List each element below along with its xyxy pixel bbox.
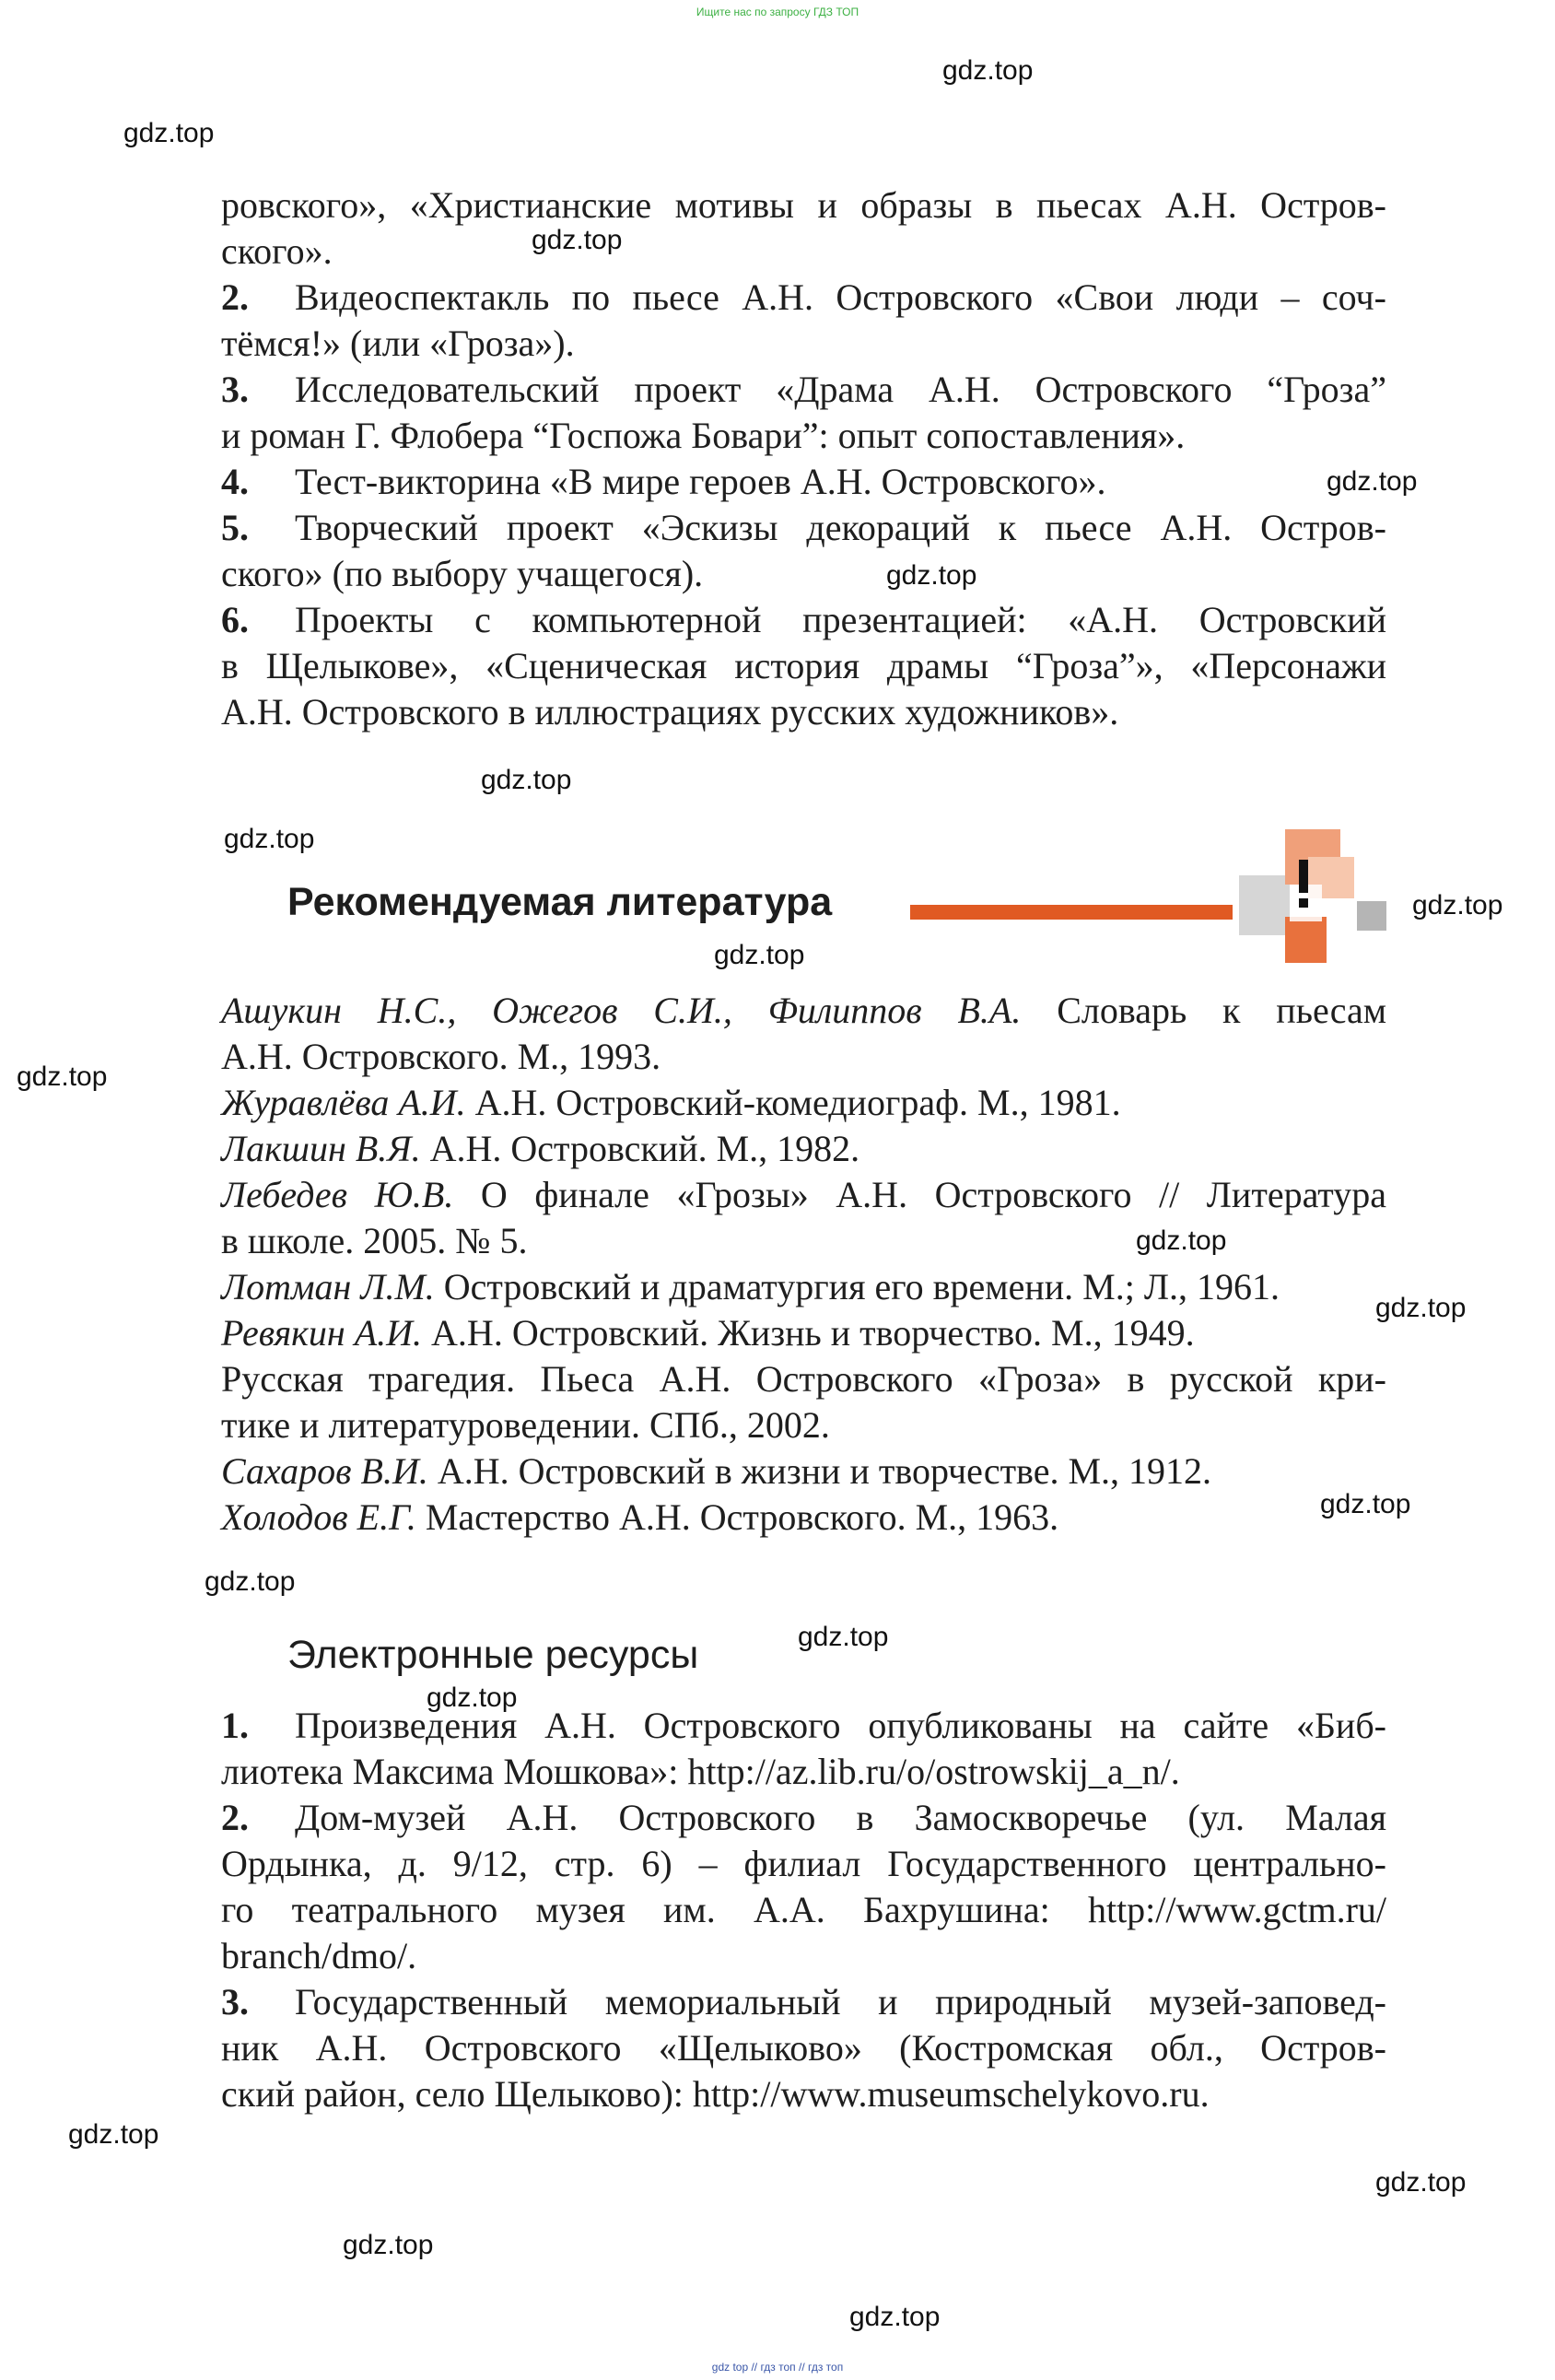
text-line: ник А.Н. Островского «Щелыково» (Костромская обл., Остров- (221, 2027, 1386, 2069)
watermark: gdz.top (1375, 1293, 1467, 1323)
entry-text: А.Н. Островский. М., 1982. (429, 1128, 860, 1169)
emblem-square (1285, 917, 1327, 963)
item-text: Дом-музей А.Н. Островского в Замоскворечье (ул. Малая (295, 1797, 1386, 1838)
watermark: gdz.top (714, 940, 805, 970)
text-line: branch/dmo/. (221, 1935, 417, 1976)
heading-rule (910, 905, 1233, 920)
watermark: gdz.top (224, 824, 315, 854)
entry-author: Журавлёва А.И. (221, 1082, 466, 1123)
list-item (221, 459, 1386, 505)
literature-entry (221, 1356, 1386, 1402)
text-line: ского». (221, 230, 333, 272)
exclamation-bar (1299, 860, 1308, 893)
entry-author: Сахаров В.И. (221, 1450, 428, 1492)
resources-list (221, 1703, 1386, 2117)
literature-entry (221, 988, 1386, 1034)
text-line: ский район, село Щелыково): http://www.museumschelykovo.ru. (221, 2073, 1210, 2115)
bottom-banner: gdz top // гдз топ // гдз топ (711, 2361, 844, 2374)
literature-list (221, 988, 1386, 1541)
entry-text: Островский и драматургия его времени. М.; Л., 1961. (443, 1266, 1280, 1307)
watermark: gdz.top (427, 1682, 518, 1713)
exclamation-dot (1299, 898, 1308, 908)
literature-entry (221, 1080, 1386, 1126)
item-number: 4. (221, 461, 249, 502)
list-item (221, 1703, 1386, 1749)
literature-entry (221, 1126, 1386, 1172)
text-line: лиотека Максима Мошкова»: http://az.lib.ru/o/ostrowskij_a_n/. (221, 1751, 1180, 1792)
list-item (221, 505, 1386, 551)
watermark: gdz.top (68, 2119, 159, 2150)
watermark: gdz.top (1375, 2167, 1467, 2198)
watermark: gdz.top (886, 560, 977, 591)
literature-entry (221, 1495, 1386, 1541)
entry-text: А.Н. Островский в жизни и творчестве. М., 1912. (437, 1450, 1212, 1492)
text-line: в школе. 2005. № 5. (221, 1220, 528, 1261)
item-number: 5. (221, 507, 249, 548)
text-line: в Щелыкове», «Сценическая история драмы “Гроза”», «Персонажи (221, 645, 1386, 686)
watermark: gdz.top (1327, 466, 1418, 497)
watermark: gdz.top (1320, 1489, 1411, 1519)
item-number: 2. (221, 1797, 249, 1838)
entry-text: А.Н. Островский. Жизнь и творчество. М., 1949. (431, 1312, 1195, 1354)
list-item (221, 275, 1386, 321)
entry-author: Лебедев Ю.В. (221, 1174, 454, 1215)
watermark: gdz.top (343, 2230, 434, 2260)
list-item (221, 1795, 1386, 1841)
watermark: gdz.top (1136, 1225, 1227, 1256)
watermark: gdz.top (532, 225, 623, 255)
text-line: А.Н. Островского в иллюстрациях русских художников». (221, 691, 1119, 733)
item-text: Государственный мемориальный и природный музей-заповед- (295, 1981, 1386, 2022)
watermark: gdz.top (123, 118, 215, 148)
section-subheading: Электронные ресурсы (287, 1633, 699, 1677)
item-number: 1. (221, 1705, 249, 1746)
item-text: Творческий проект «Эскизы декораций к пьесе А.Н. Остров- (295, 507, 1386, 548)
section-heading: Рекомендуемая литература (287, 880, 833, 924)
text-line: ского» (по выбору учащегося). (221, 553, 704, 594)
watermark: gdz.top (849, 2302, 941, 2332)
item-text: Видеоспектакль по пьесе А.Н. Островского «Свои люди – соч- (295, 276, 1386, 318)
item-text: Произведения А.Н. Островского опубликованы на сайте «Биб- (295, 1705, 1386, 1746)
entry-author: Лакшин В.Я. (221, 1128, 421, 1169)
emblem-square (1239, 875, 1290, 935)
watermark: gdz.top (1412, 890, 1503, 920)
watermark: gdz.top (481, 765, 572, 795)
item-text: Исследовательский проект «Драма А.Н. Островского “Гроза” (295, 369, 1386, 410)
emblem-square (1357, 901, 1386, 931)
text-line: и роман Г. Флобера “Госпожа Бовари”: опыт сопоставления». (221, 415, 1186, 456)
entry-author: Ашукин Н.С., Ожегов С.И., Филиппов В.А. (221, 990, 1022, 1031)
watermark: gdz.top (17, 1061, 108, 1092)
watermark: gdz.top (205, 1566, 296, 1597)
literature-entry (221, 1172, 1386, 1218)
watermark: gdz.top (798, 1622, 889, 1652)
literature-entry (221, 1264, 1386, 1310)
item-number: 3. (221, 369, 249, 410)
item-number: 3. (221, 1981, 249, 2022)
top-banner: Ищите нас по запросу ГДЗ ТОП (696, 6, 859, 18)
item-text: Тест-викторина «В мире героев А.Н. Островского». (295, 461, 1106, 502)
item-number: 6. (221, 599, 249, 640)
text-line: ровского», «Христианские мотивы и образы в пьесах А.Н. Остров- (221, 184, 1386, 226)
projects-list (221, 182, 1386, 735)
literature-entry (221, 1448, 1386, 1495)
item-text: Проекты с компьютерной презентацией: «А.Н. Островский (295, 599, 1386, 640)
text-line: Ордынка, д. 9/12, стр. 6) – филиал Государственного центрально- (221, 1843, 1386, 1884)
entry-text: Русская трагедия. Пьеса А.Н. Островского «Гроза» в русской кри- (221, 1358, 1386, 1400)
exclamation-emblem-icon (1239, 829, 1386, 967)
entry-author: Холодов Е.Г. (221, 1496, 416, 1538)
entry-text: О финале «Грозы» А.Н. Островского // Литература (480, 1174, 1386, 1215)
text-line: тёмся!» (или «Гроза»). (221, 322, 575, 364)
list-item (221, 367, 1386, 413)
watermark: gdz.top (942, 55, 1034, 86)
list-item (221, 1979, 1386, 2025)
entry-text: Мастерство А.Н. Островского. М., 1963. (425, 1496, 1059, 1538)
item-number: 2. (221, 276, 249, 318)
entry-text: А.Н. Островский-комедиограф. М., 1981. (474, 1082, 1121, 1123)
literature-entry (221, 1310, 1386, 1356)
text-line: А.Н. Островского. М., 1993. (221, 1036, 661, 1077)
entry-text: Словарь к пьесам (1057, 990, 1387, 1031)
text-line: тике и литературоведении. СПб., 2002. (221, 1404, 830, 1446)
list-item (221, 597, 1386, 643)
entry-author: Ревякин А.И. (221, 1312, 423, 1354)
text-line: го театрального музея им. А.А. Бахрушина: http://www.gctm.ru/ (221, 1889, 1386, 1930)
entry-author: Лотман Л.М. (221, 1266, 435, 1307)
